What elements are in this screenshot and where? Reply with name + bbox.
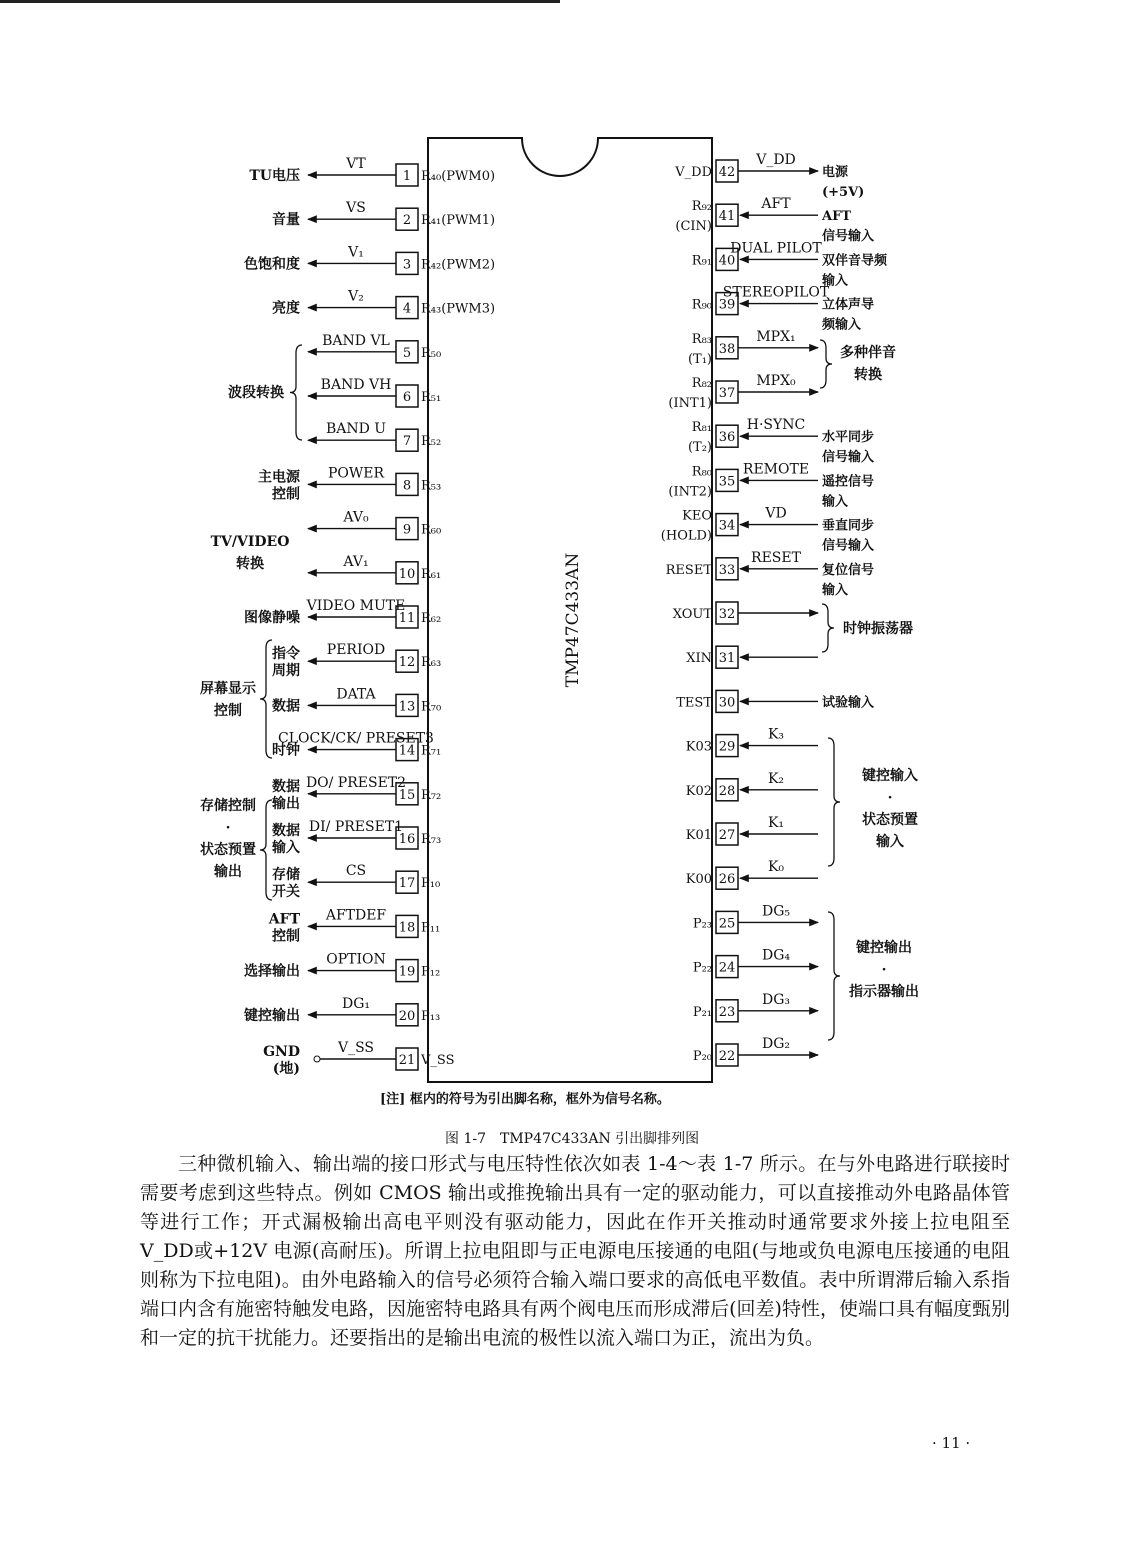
pin-name-17: P₁₀ <box>421 876 441 892</box>
pin-name-34: (HOLD) <box>660 528 712 544</box>
pin-number-2: 2 <box>402 213 412 229</box>
pin-label-15: 输出 <box>272 795 300 812</box>
pin-label-35: 输入 <box>822 494 849 510</box>
signal-label-34: VD <box>765 505 787 522</box>
pin-name-23: P₂₁ <box>692 1004 712 1020</box>
group-label-key-out: 指示器输出 <box>849 984 919 1000</box>
group-label-key-in: · <box>887 790 893 806</box>
pin-label-17: 开关 <box>272 884 300 901</box>
pin-number-36: 36 <box>718 430 736 446</box>
pin-number-32: 32 <box>718 607 736 622</box>
pin-label-18: 控制 <box>272 928 300 945</box>
group-label-key-out: 键控输出 <box>856 940 912 956</box>
pin-label-21: GND <box>263 1044 300 1060</box>
pin-label-36: 信号输入 <box>822 450 875 466</box>
pin-number-1: 1 <box>402 169 412 184</box>
group-label-storage: 状态预置 <box>200 842 256 858</box>
pin-number-21: 21 <box>398 1053 416 1068</box>
signal-label-5: BAND VL <box>322 332 390 349</box>
pin-number-4: 4 <box>402 301 412 317</box>
pin-label-42: (+5V) <box>822 185 865 200</box>
signal-label-23: DG₃ <box>761 991 791 1008</box>
pin-name-31: XIN <box>686 651 712 667</box>
pin-number-8: 8 <box>402 478 412 494</box>
pin-number-10: 10 <box>398 566 416 582</box>
pin-name-42: V_DD <box>675 165 712 180</box>
pin-label-36: 水平同步 <box>822 430 875 446</box>
pin-number-40: 40 <box>718 253 736 269</box>
pin-name-37: (INT1) <box>668 396 712 411</box>
pin-name-40: R₉₁ <box>691 253 712 269</box>
pin-number-33: 33 <box>718 562 736 578</box>
signal-label-13: DATA <box>336 686 376 703</box>
pin-name-9: R₆₀ <box>421 522 442 538</box>
pin-number-31: 31 <box>718 651 736 667</box>
pin-name-37: R₈₂ <box>691 376 712 391</box>
pin-name-36: R₈₁ <box>691 420 712 436</box>
brace-storage <box>260 800 272 900</box>
pin-number-42: 42 <box>718 165 736 180</box>
group-label-storage: 输出 <box>214 864 242 880</box>
group-label-storage: 存储控制 <box>200 798 256 814</box>
signal-label-16: DI/ PRESET1 <box>308 819 404 835</box>
pin-number-9: 9 <box>402 522 412 538</box>
signal-label-35: REMOTE <box>742 461 810 478</box>
group-label-tv-video: 转换 <box>236 556 264 572</box>
pin-name-27: K01 <box>685 828 712 843</box>
pin-number-19: 19 <box>398 964 416 980</box>
signal-label-22: DG₂ <box>761 1036 791 1052</box>
figure-caption: 图 1-7 TMP47C433AN 引出脚排列图 <box>445 1131 700 1147</box>
signal-label-1: VT <box>346 156 366 172</box>
pin-label-35: 遥控信号 <box>822 474 875 490</box>
pin-name-41: (CIN) <box>675 219 712 235</box>
pin-number-16: 16 <box>398 832 416 847</box>
signal-label-7: BAND U <box>325 421 387 438</box>
pin-label-8: 控制 <box>272 486 300 503</box>
group-label-storage: · <box>225 820 231 836</box>
pin-label-13: 数据 <box>272 698 300 715</box>
pin-number-11: 11 <box>398 611 416 626</box>
pin-name-39: R₉₀ <box>691 297 712 313</box>
pin-name-5: R₅₀ <box>421 345 442 361</box>
group-label-osd: 屏幕显示 <box>200 681 256 697</box>
pin-label-34: 垂直同步 <box>822 518 875 534</box>
pin-name-35: (INT2) <box>668 484 712 500</box>
group-label-band: 波段转换 <box>228 385 284 401</box>
signal-label-41: AFT <box>761 196 791 213</box>
signal-label-39: STEREOPILOT <box>722 284 830 301</box>
pin-number-15: 15 <box>398 787 416 803</box>
pin-label-39: 立体声导 <box>822 297 875 313</box>
signal-label-24: DG₄ <box>761 947 791 964</box>
pin-name-22: P₂₀ <box>692 1049 712 1064</box>
brace-band <box>290 345 302 440</box>
pin-name-34: KEO <box>682 508 712 524</box>
pin-label-41: AFT <box>822 209 851 225</box>
pin-number-38: 38 <box>718 341 736 357</box>
signal-label-17: CS <box>345 863 367 880</box>
pin-label-39: 频输入 <box>822 317 862 333</box>
pin-label-41: 信号输入 <box>822 229 875 245</box>
signal-label-21: V_SS <box>337 1040 375 1056</box>
signal-label-27: K₁ <box>767 815 785 831</box>
pin-number-28: 28 <box>718 783 736 799</box>
pin-name-30: TEST <box>676 695 712 711</box>
brace-clock <box>822 604 834 652</box>
signal-label-15: DO/ PRESET2 <box>305 774 407 791</box>
pin-label-3: 色饱和度 <box>244 256 300 273</box>
signal-label-12: PERIOD <box>326 642 386 659</box>
pin-number-41: 41 <box>718 209 736 225</box>
gnd-terminal <box>314 1056 320 1062</box>
signal-label-2: VS <box>346 200 366 217</box>
pin-name-14: R₇₁ <box>421 743 442 759</box>
signal-label-42: V_DD <box>756 152 796 168</box>
pin-label-33: 输入 <box>822 582 849 598</box>
group-label-tv-video: TV/VIDEO <box>210 534 290 550</box>
pin-number-24: 24 <box>718 960 736 976</box>
pin-label-40: 输入 <box>822 273 849 289</box>
pin-number-7: 7 <box>402 434 412 450</box>
pin-label-16: 输入 <box>272 840 300 856</box>
pin-name-15: R₇₂ <box>421 787 442 803</box>
pin-number-6: 6 <box>402 390 412 405</box>
pin-label-14: 时钟 <box>272 742 300 759</box>
pin-name-10: R₆₁ <box>421 566 442 582</box>
group-label-mpx: 转换 <box>854 367 882 383</box>
pin-label-11: 图像静噪 <box>244 610 300 626</box>
pin-name-11: R₆₂ <box>421 611 442 626</box>
pin-number-26: 26 <box>718 872 736 888</box>
pin-label-12: 周期 <box>272 663 300 680</box>
pin-number-35: 35 <box>718 474 736 490</box>
pin-label-12: 指令 <box>272 646 300 663</box>
pin-name-13: R₇₀ <box>421 699 442 715</box>
signal-label-37: MPX₀ <box>756 373 796 389</box>
group-label-key-in: 状态预置 <box>862 812 918 828</box>
pin-name-18: P₁₁ <box>421 920 441 936</box>
pin-number-29: 29 <box>718 739 736 755</box>
pin-label-17: 存储 <box>272 867 300 884</box>
body-paragraph: 三种微机输入、输出端的接口形式与电压特性依次如表 1-4～表 1-7 所示。在与外电路进行联接时需要考虑到这些特点。例如 CMOS 输出或推挽输出具有一定的驱动能力，可以直接推动外电路晶体管等进行工作；开式漏极输出高电平则没有驱动能力，因此在作开关推动时通常要求外接上拉电阻至 V_DD或+12V 电源(高耐压)。所谓上拉电阻即与正电源电压接通的电阻(与地或负电源电压接通的电阻则称为下拉电阻)。由外电路输入的信号必须符合输入端口要求的高低电平数值。表中所谓滞后输入系指端口内含有施密特触发电路，因施密特电路具有两个阀电压而形成滞后(回差)特性，使端口具有幅度甄别和一定的抗干扰能力。还要指出的是输出电流的极性以流入端口为正，流出为负。 <box>140 1153 1010 1349</box>
pin-name-6: R₅₁ <box>421 390 442 405</box>
pin-label-1: TU电压 <box>249 168 300 184</box>
pin-name-16: R₇₃ <box>421 832 442 847</box>
pin-number-22: 22 <box>718 1049 736 1064</box>
pin-label-15: 数据 <box>272 778 300 795</box>
signal-label-36: H·SYNC <box>746 417 806 434</box>
pin-number-23: 23 <box>718 1004 736 1020</box>
pin-number-39: 39 <box>718 297 736 313</box>
signal-label-4: V₂ <box>348 288 364 305</box>
signal-label-38: MPX₁ <box>756 328 796 345</box>
group-label-clock: 时钟振荡器 <box>843 621 913 637</box>
chip-name: TMP47C433AN <box>563 552 583 688</box>
group-label-key-in: 键控输入 <box>862 768 918 784</box>
signal-label-25: DG₅ <box>761 903 791 920</box>
pin-name-38: R₈₃ <box>691 331 712 347</box>
signal-label-3: V₁ <box>348 244 364 261</box>
signal-label-40: DUAL PILOT <box>730 240 822 257</box>
signal-label-8: POWER <box>327 465 385 482</box>
pin-name-20: P₁₃ <box>421 1008 441 1024</box>
pin-number-20: 20 <box>398 1008 416 1024</box>
pin-name-35: R₈₀ <box>691 464 712 480</box>
pin-label-42: 电源 <box>822 165 849 180</box>
signal-label-33: RESET <box>751 549 801 566</box>
pin-name-19: P₁₂ <box>421 964 441 980</box>
signal-label-11: VIDEO MUTE <box>306 598 406 614</box>
pin-label-20: 键控输出 <box>244 1007 300 1024</box>
pin-number-25: 25 <box>718 916 736 932</box>
group-label-mpx: 多种伴音 <box>840 345 896 361</box>
signal-label-14: CLOCK/CK/ PRESET3 <box>278 730 434 747</box>
pin-name-7: R₅₂ <box>421 434 442 450</box>
signal-label-9: AV₀ <box>343 509 369 526</box>
body-text <box>140 1150 1010 1353</box>
pin-name-29: K03 <box>685 739 712 755</box>
pin-label-33: 复位信号 <box>822 562 875 578</box>
pin-number-5: 5 <box>402 345 412 361</box>
figure-note: [注] 框内的符号为引出脚名称，框外为信号名称。 <box>380 1092 670 1107</box>
signal-label-20: DG₁ <box>341 995 371 1012</box>
signal-label-18: AFTDEF <box>325 907 387 924</box>
brace-key-in <box>828 738 840 866</box>
brace-mpx <box>820 340 832 388</box>
group-label-key-out: · <box>881 962 887 978</box>
pin-number-17: 17 <box>398 876 416 892</box>
pin-name-21: V_SS <box>421 1053 455 1068</box>
signal-label-19: OPTION <box>326 951 386 968</box>
pin-name-3: R₄₂(PWM2) <box>421 257 496 273</box>
pin-name-2: R₄₁(PWM1) <box>421 213 496 229</box>
pin-name-32: XOUT <box>672 607 712 622</box>
pin-name-28: K02 <box>685 783 712 799</box>
pin-number-3: 3 <box>402 257 412 273</box>
group-label-osd: 控制 <box>214 703 242 719</box>
pin-label-18: AFT <box>268 911 300 928</box>
pin-name-12: R₆₃ <box>421 655 442 671</box>
brace-key-out <box>828 912 840 1040</box>
pin-name-25: P₂₃ <box>692 916 712 932</box>
pin-label-4: 亮度 <box>272 300 300 317</box>
signal-label-10: AV₁ <box>343 553 369 570</box>
pin-number-37: 37 <box>718 386 736 401</box>
pin-number-30: 30 <box>718 695 736 711</box>
brace-osd <box>260 640 272 758</box>
signal-label-29: K₃ <box>767 726 785 743</box>
signal-label-6: BAND VH <box>320 377 392 393</box>
pin-label-21: (地) <box>272 1061 300 1077</box>
page-number: · 11 · <box>932 1434 971 1452</box>
pin-name-8: R₅₃ <box>421 478 442 494</box>
pin-number-13: 13 <box>398 699 416 715</box>
pin-label-2: 音量 <box>272 212 300 229</box>
pin-name-41: R₉₂ <box>691 199 712 215</box>
pin-label-19: 选择输出 <box>244 963 300 980</box>
pin-label-16: 数据 <box>272 823 300 839</box>
pin-number-27: 27 <box>718 828 736 843</box>
signal-label-28: K₂ <box>767 770 785 787</box>
pin-label-8: 主电源 <box>258 469 300 486</box>
pin-name-33: RESET <box>665 562 712 578</box>
pin-number-12: 12 <box>398 655 416 671</box>
pin-name-26: K00 <box>685 872 712 888</box>
pin-number-18: 18 <box>398 920 416 936</box>
pin-name-4: R₄₃(PWM3) <box>421 301 496 317</box>
group-label-key-in: 输入 <box>876 834 904 850</box>
pin-label-30: 试验输入 <box>822 695 875 711</box>
pin-label-34: 信号输入 <box>822 538 875 554</box>
pin-label-40: 双伴音导频 <box>822 253 888 269</box>
pin-name-24: P₂₂ <box>692 960 712 976</box>
pin-name-38: (T₁) <box>687 351 712 367</box>
pin-number-14: 14 <box>398 743 416 759</box>
pin-name-1: R₄₀(PWM0) <box>421 169 496 184</box>
pin-number-34: 34 <box>718 518 736 534</box>
pin-name-36: (T₂) <box>687 440 712 456</box>
signal-label-26: K₀ <box>767 859 785 876</box>
